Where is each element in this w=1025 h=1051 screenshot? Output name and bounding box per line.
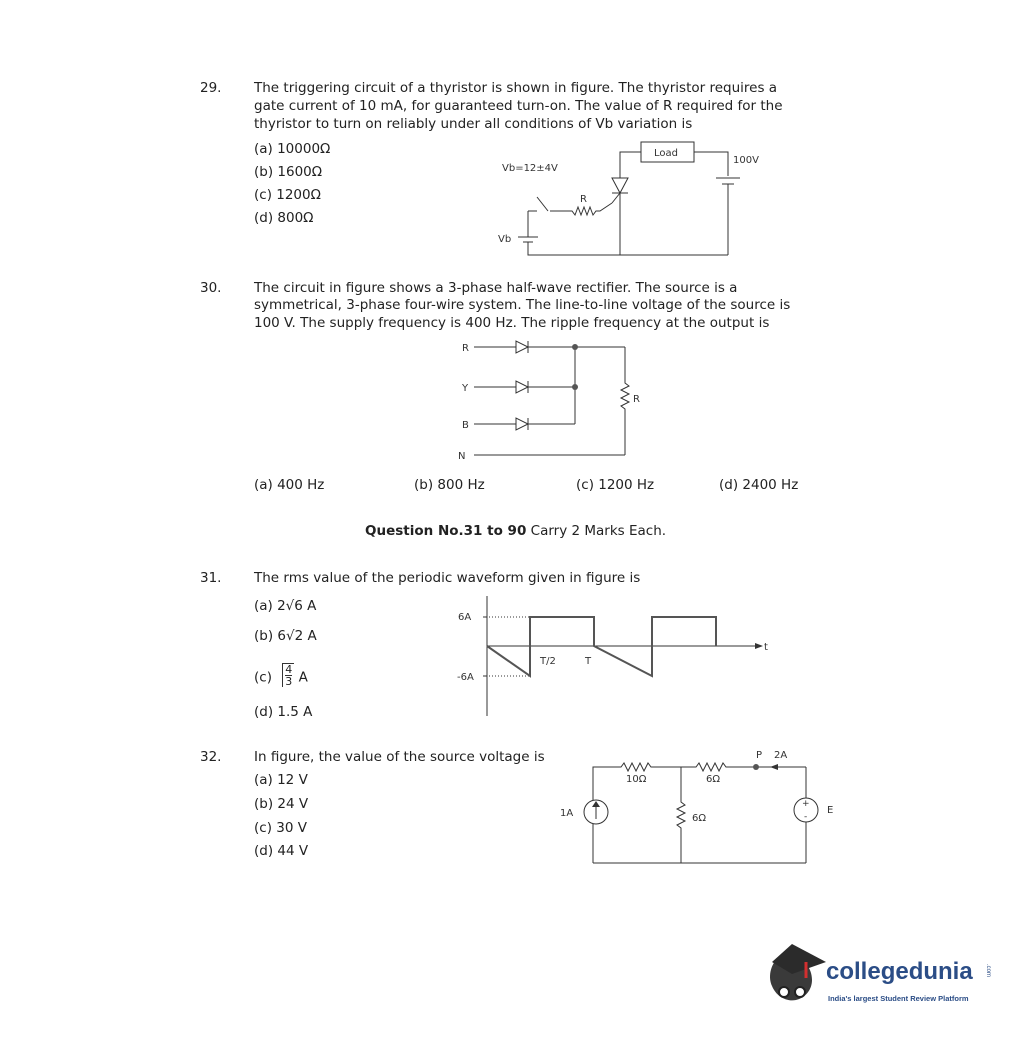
q30-text-line3: 100 V. The supply frequency is 400 Hz. The ripple frequency at the output is <box>254 315 770 331</box>
logo-glasses-left <box>779 987 789 997</box>
q29-text-line3: thyristor to turn on reliably under all conditions of Vb variation is <box>254 116 693 132</box>
logo-tagline: India's largest Student Review Platform <box>828 994 969 1003</box>
label-plus: + <box>802 799 810 809</box>
q29-option-c: (c) 1200Ω <box>254 187 321 203</box>
logo-wordmark: collegedunia <box>826 958 973 985</box>
q32-option-a: (a) 12 V <box>254 772 308 788</box>
q30-option-d: (d) 2400 Hz <box>719 477 799 493</box>
label-6a: 6A <box>458 612 472 623</box>
label-neutral: N <box>458 451 466 462</box>
q32-option-b: (b) 24 V <box>254 796 309 812</box>
q31-option-c-prefix: (c) <box>254 669 272 686</box>
label-1a: 1A <box>560 808 574 819</box>
label-p: P <box>756 750 763 761</box>
label-vb-range: Vb=12±4V <box>502 163 558 174</box>
q32-number: 32. <box>200 749 222 765</box>
q31-option-a: (a) 2√6 A <box>254 598 317 614</box>
q30-option-a: (a) 400 Hz <box>254 477 325 493</box>
q31-option-c-numerator: 4 <box>285 663 293 676</box>
label-10ohm: 10Ω <box>626 774 647 785</box>
q31-option-c-denominator: 3 <box>285 675 293 688</box>
label-6ohm-series: 6Ω <box>706 774 721 785</box>
logo-glasses-right <box>795 987 805 997</box>
q29-number: 29. <box>200 80 222 96</box>
q30-text-line2: symmetrical, 3-phase four-wire system. The line-to-line voltage of the source is <box>254 297 791 313</box>
q31-option-c-unit: A <box>298 669 308 686</box>
section-heading-rest: Carry 2 Marks Each. <box>526 523 667 539</box>
label-phase-y: Y <box>462 383 469 394</box>
q29-option-a: (a) 10000Ω <box>254 141 331 157</box>
q29-text-line1: The triggering circuit of a thyristor is shown in figure. The thyristor requires a <box>254 80 778 96</box>
label-e: E <box>827 805 834 816</box>
section-heading-bold: Question No.31 to 90 <box>365 523 527 539</box>
q32-option-c: (c) 30 V <box>254 820 307 836</box>
q32-option-d: (d) 44 V <box>254 843 309 859</box>
label-2a: 2A <box>774 750 788 761</box>
q31-option-b: (b) 6√2 A <box>254 628 317 644</box>
label-t-half: T/2 <box>540 656 556 667</box>
q30-number: 30. <box>200 280 222 296</box>
q31-option-d: (d) 1.5 A <box>254 704 313 720</box>
label-load: Load <box>654 148 678 159</box>
label-6ohm-shunt: 6Ω <box>692 813 707 824</box>
label-load-r: R <box>633 394 640 405</box>
q29-text-line2: gate current of 10 mA, for guaranteed turn-on. The value of R required for the <box>254 98 783 114</box>
q31-number: 31. <box>200 570 222 586</box>
q31-text-line1: The rms value of the periodic waveform given in figure is <box>254 570 641 586</box>
label-t-period: T <box>585 656 592 667</box>
logo-suffix: .com <box>985 964 991 978</box>
label-phase-r: R <box>462 343 469 354</box>
label-t: t <box>764 642 768 653</box>
label-r: R <box>580 194 587 205</box>
label-minus: - <box>804 812 808 822</box>
q29-option-b: (b) 1600Ω <box>254 164 323 180</box>
q30-option-b: (b) 800 Hz <box>414 477 485 493</box>
q30-option-c: (c) 1200 Hz <box>576 477 655 493</box>
label-phase-b: B <box>462 420 469 431</box>
q30-text-line1: The circuit in figure shows a 3-phase half-wave rectifier. The source is a <box>254 280 738 296</box>
label-vb: Vb <box>498 234 512 245</box>
label-100v: 100V <box>733 155 759 166</box>
q32-text-line1: In figure, the value of the source voltage is <box>254 749 545 765</box>
q29-option-d: (d) 800Ω <box>254 210 314 226</box>
label-neg-6a: -6A <box>457 672 474 683</box>
